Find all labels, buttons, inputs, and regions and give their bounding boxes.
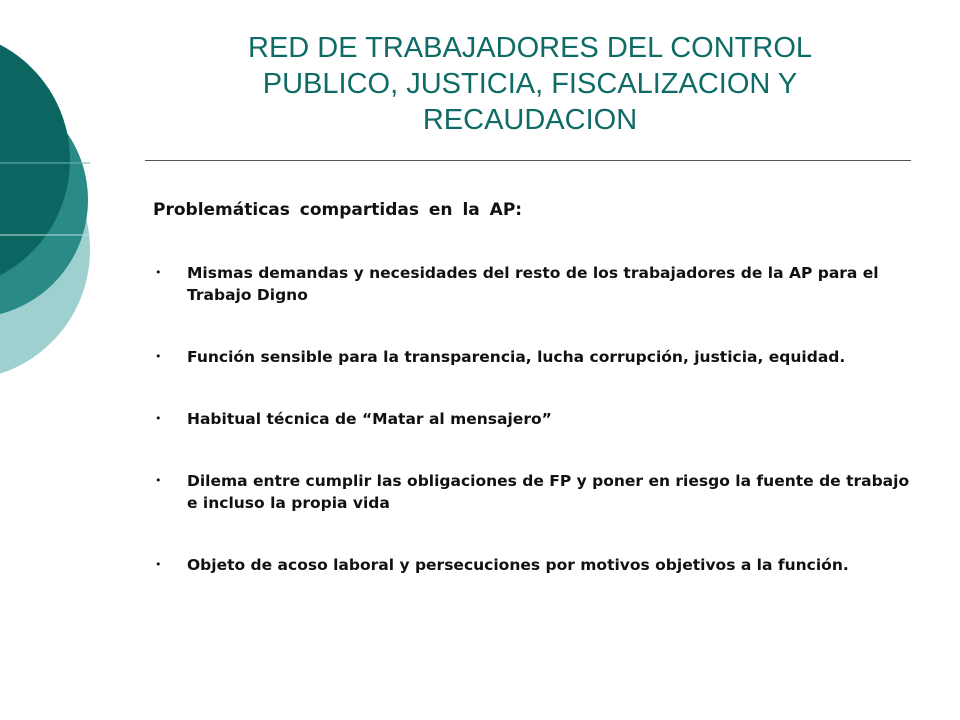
list-item-text: Función sensible para la transparencia, lucha corrupción, justicia, equidad. bbox=[187, 348, 846, 366]
bullet-icon: • bbox=[155, 558, 162, 571]
decorative-circles bbox=[0, 0, 160, 400]
list-item-text: Habitual técnica de “Matar al mensajero” bbox=[187, 410, 552, 428]
list-item bbox=[153, 554, 913, 576]
list-item-text: Mismas demandas y necesidades del resto de los trabajadores de la AP para el Trabajo Digno bbox=[187, 264, 879, 304]
list-item-text: Objeto de acoso laboral y persecuciones por motivos objetivos a la función. bbox=[187, 556, 849, 574]
list-item-text: Dilema entre cumplir las obligaciones de FP y poner en riesgo la fuente de trabajo e incluso la propia vida bbox=[187, 472, 910, 512]
bullet-icon: • bbox=[155, 266, 162, 279]
section-subtitle: Problemáticas compartidas en la AP: bbox=[153, 200, 523, 220]
bullet-icon: • bbox=[155, 350, 162, 363]
bullet-icon: • bbox=[155, 412, 162, 425]
list-item bbox=[153, 262, 913, 306]
title-divider bbox=[145, 160, 911, 161]
list-item bbox=[153, 470, 913, 514]
bullet-list bbox=[153, 262, 913, 576]
bullet-icon: • bbox=[155, 474, 162, 487]
slide-title: RED DE TRABAJADORES DEL CONTROL PUBLICO, JUSTICIA, FISCALIZACION Y RECAUDACION bbox=[248, 32, 812, 136]
list-item bbox=[153, 408, 913, 430]
list-item bbox=[153, 346, 913, 368]
